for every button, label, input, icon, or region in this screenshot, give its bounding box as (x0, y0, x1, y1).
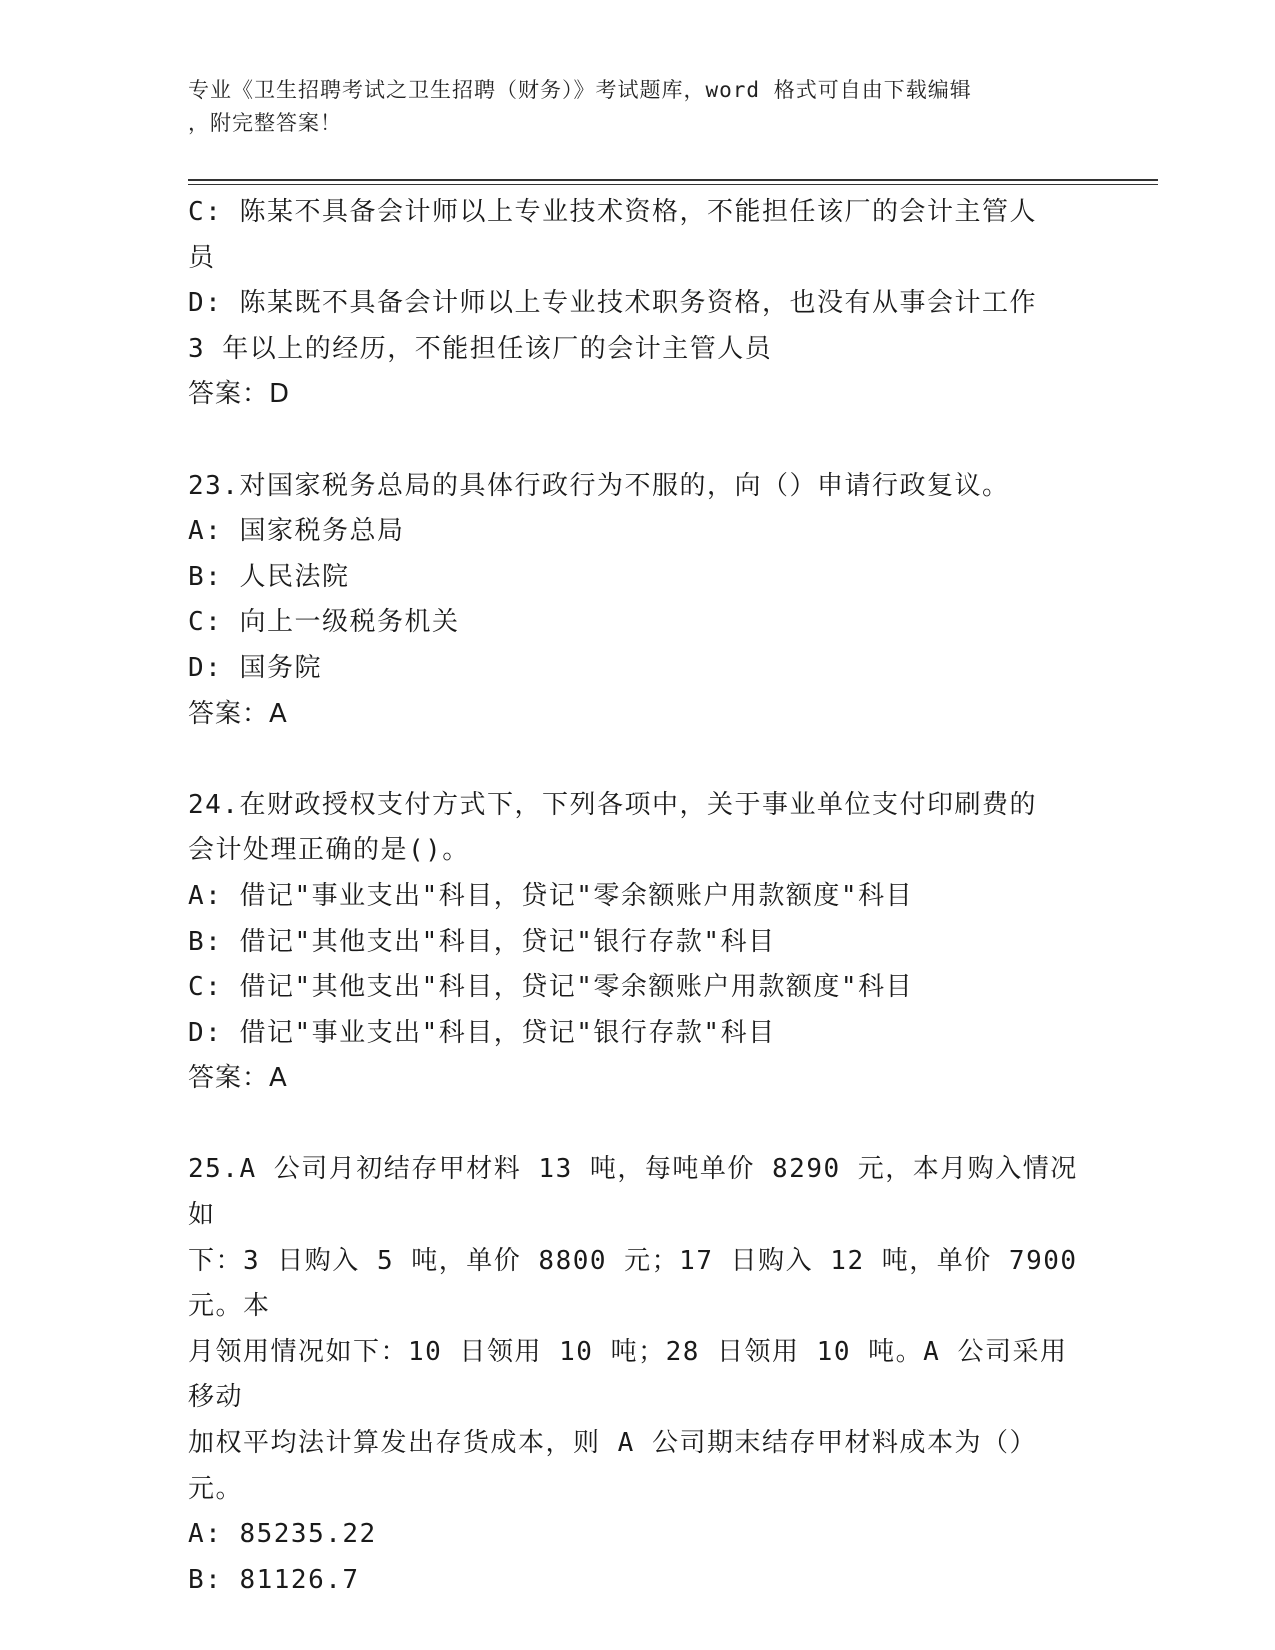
q25-stem-line3: 月领用情况如下：10 日领用 10 吨；28 日领用 10 吨。A 公司采用移动 (188, 1336, 1068, 1413)
q25-stem-line4: 加权平均法计算发出存货成本，则 A 公司期末结存甲材料成本为（） (188, 1428, 1037, 1459)
q24-answer: 答案：A (188, 1063, 288, 1094)
q25-stem-line1: 25.A 公司月初结存甲材料 13 吨，每吨单价 8290 元，本月购入情况如 (188, 1154, 1078, 1231)
q23-option-b: B: 人民法院 (188, 561, 350, 592)
q23-answer: 答案：A (188, 698, 288, 729)
q23-option-d: D: 国务院 (188, 652, 322, 683)
question-23 (188, 464, 1078, 738)
header-divider-thick (188, 179, 1158, 181)
q22-option-c-line2: 员 (188, 242, 216, 273)
header-title-line2: ，附完整答案！ (188, 111, 342, 135)
q24-option-d: D: 借记"事业支出"科目，贷记"银行存款"科目 (188, 1017, 776, 1048)
spacer (188, 1102, 1078, 1148)
question-25 (188, 1147, 1095, 1603)
q24-option-b: B: 借记"其他支出"科目，贷记"银行存款"科目 (188, 926, 776, 957)
q22-answer: 答案：D (188, 379, 291, 410)
q25-option-a: A: 85235.22 (188, 1519, 377, 1550)
q24-stem-line2: 会计处理正确的是()。 (188, 835, 470, 866)
q25-stem-line2: 下：3 日购入 5 吨，单价 8800 元；17 日购入 12 吨，单价 7900 元。本 (188, 1245, 1095, 1322)
spacer (188, 737, 1078, 783)
q22-option-d-line1: D: 陈某既不具备会计师以上专业技术职务资格，也没有从事会计工作 (188, 288, 1037, 319)
q24-stem-line1: 24.在财政授权支付方式下，下列各项中，关于事业单位支付印刷费的 (188, 789, 1037, 820)
q24-option-a: A: 借记"事业支出"科目，贷记"零余额账户用款额度"科目 (188, 880, 914, 911)
q25-stem-line5: 元。 (188, 1473, 244, 1504)
header-title-line1: 专业《卫生招聘考试之卫生招聘（财务）》考试题库，word 格式可自由下载编辑 (188, 78, 972, 102)
q24-option-c: C: 借记"其他支出"科目，贷记"零余额账户用款额度"科目 (188, 972, 914, 1003)
header-divider-thin (188, 184, 1158, 185)
document-header (188, 74, 1088, 140)
q23-option-c: C: 向上一级税务机关 (188, 607, 460, 638)
q25-option-b: B: 81126.7 (188, 1564, 360, 1595)
question-22-tail (188, 190, 1078, 418)
spacer (188, 418, 1078, 464)
q22-option-c-line1: C: 陈某不具备会计师以上专业技术资格，不能担任该厂的会计主管人 (188, 197, 1037, 227)
question-24 (188, 783, 1078, 1102)
q22-option-d-line2: 3 年以上的经历，不能担任该厂的会计主管人员 (188, 333, 773, 364)
q23-stem: 23.对国家税务总局的具体行政行为不服的，向（）申请行政复议。 (188, 470, 1010, 501)
q23-option-a: A: 国家税务总局 (188, 516, 405, 547)
document-body (188, 190, 1095, 1603)
